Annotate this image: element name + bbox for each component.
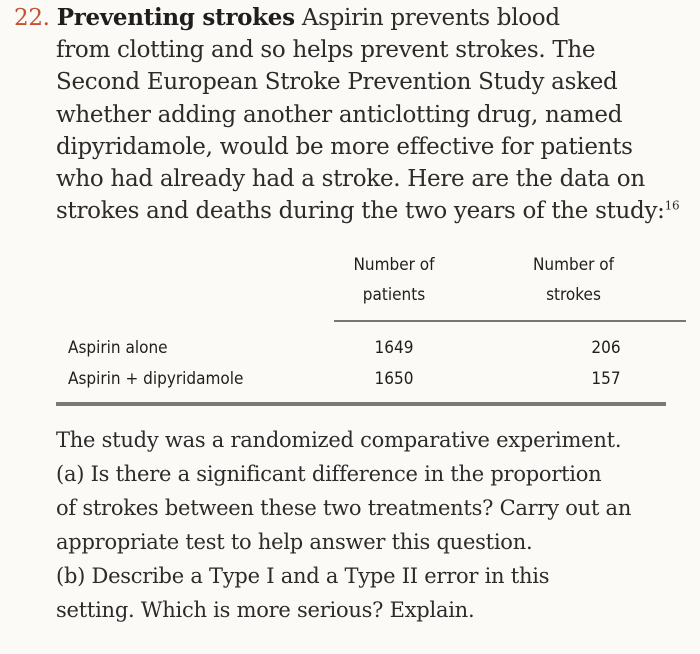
intro-line: who had already had a stroke. Here are the data on [56, 166, 645, 193]
row-label: Aspirin alone [68, 338, 168, 358]
intro-first-line [14, 2, 694, 34]
intro-line: strokes and deaths during the two years of the study: [56, 198, 665, 225]
header-rule [334, 320, 686, 322]
strokes-cell: 206 [591, 338, 621, 358]
data-table [56, 250, 666, 410]
strokes-cell: 157 [591, 369, 621, 389]
problem-number: 22. [14, 5, 50, 31]
part-a-line: (a) Is there a significant difference in the proportion [56, 462, 602, 486]
table-bottom-rule [56, 402, 666, 406]
study-statement: The study was a randomized comparative experiment. [56, 428, 622, 452]
part-b-line: setting. Which is more serious? Explain. [56, 598, 475, 622]
problem-intro [14, 2, 694, 227]
part-a-line: of strokes between these two treatments? Carry out an [56, 496, 632, 520]
patients-cell: 1649 [374, 338, 414, 358]
intro-line: Aspirin prevents blood [301, 5, 560, 31]
questions [56, 423, 686, 627]
column-header-patients: Number of patients [353, 255, 435, 305]
intro-line: Second European Stroke Prevention Study asked [56, 69, 618, 96]
intro-line: dipyridamole, would be more effective for patients [56, 133, 633, 160]
intro-line: whether adding another anticlotting drug, named [56, 101, 623, 128]
patients-cell: 1650 [374, 369, 414, 389]
reference-superscript: 16 [664, 198, 680, 213]
row-label: Aspirin + dipyridamole [68, 369, 244, 389]
part-a-line: appropriate test to help answer this question. [56, 530, 533, 554]
intro-last-line [14, 195, 694, 227]
intro-line: from clotting and so helps prevent strokes. The [56, 37, 596, 64]
column-header-strokes: Number of strokes [532, 255, 615, 305]
part-b-line: (b) Describe a Type I and a Type II error in this [56, 564, 550, 588]
problem-title: Preventing strokes [56, 4, 295, 31]
